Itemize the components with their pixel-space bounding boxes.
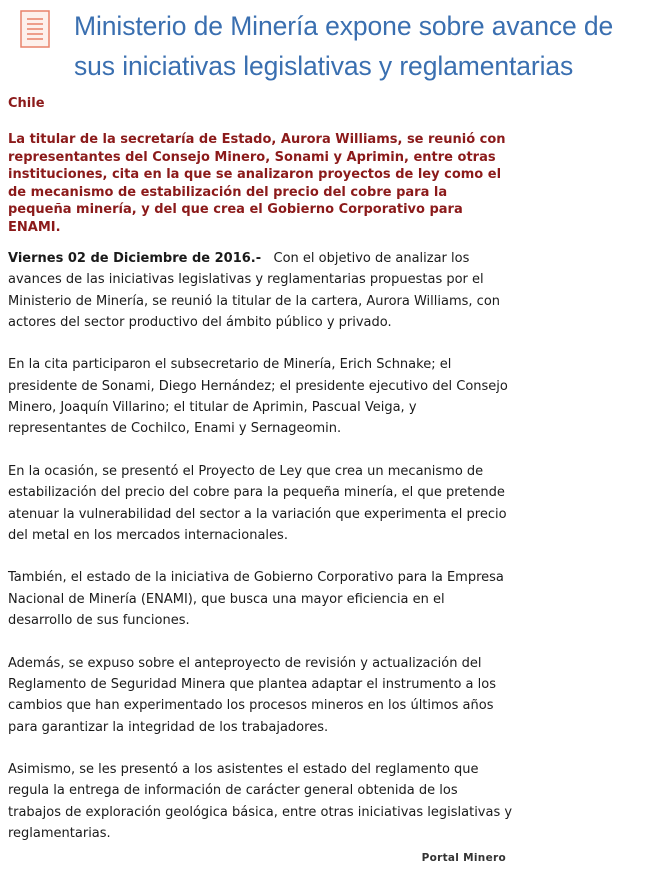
- paragraph-3: En la ocasión, se presentó el Proyecto de Ley que crea un mecanismo de estabilización del precio del cobre para la pequeña minería, el que pretende atenuar la vulnerabilidad del sector a la variación que experimenta el precio del metal en los mercados internacionales.: [8, 463, 507, 543]
- region-label: Chile: [8, 96, 45, 111]
- dateline: Viernes 02 de Diciembre de 2016.-: [8, 251, 262, 266]
- source-credit: Portal Minero: [421, 852, 506, 864]
- article-body: [8, 248, 513, 866]
- paragraph-6: Asimismo, se les presentó a los asistentes el estado del reglamento que regula la entrega de información de carácter general obtenida de los trabajos de exploración geológica básica, entre otras iniciativas legislativas y reglamentarias.: [8, 762, 513, 842]
- article-title: Ministerio de Minería expone sobre avance de sus iniciativas legislativas y reglamentarias: [74, 11, 614, 81]
- paragraph-1: [8, 248, 513, 333]
- article-header: [0, 0, 648, 92]
- paragraph-1-text: Con el objetivo de analizar los avances de las iniciativas legislativas y reglamentarias propuestas por el Ministerio de Minería, se reunió la titular de la cartera, Aurora Williams, con actores del sector productivo del ámbito público y privado.: [8, 251, 501, 330]
- paragraph-5: Además, se expuso sobre el anteproyecto de revisión y actualización del Reglamento de Seguridad Minera que plantea adaptar el instrumento a los cambios que han experimentado los procesos mineros en los últimos años para garantizar la integridad de los trabajadores.: [8, 655, 496, 735]
- paragraph-2: En la cita participaron el subsecretario de Minería, Erich Schnake; el presidente de Sonami, Diego Hernández; el presidente ejecutivo del Consejo Minero, Joaquín Villarino; el titular de Aprimin, Pascual Veiga, y representantes de Cochilco, Enami y Sernageomin.: [8, 357, 508, 437]
- article-lead: La titular de la secretaría de Estado, Aurora Williams, se reunió con representantes del Consejo Minero, Sonami y Aprimin, entre otras instituciones, cita en la que se analizaron proyectos de ley como el de mecanismo de estabilización del precio del cobre para la pequeña minería, y del que crea el Gobierno Corporativo para ENAMI.: [8, 132, 506, 235]
- document-icon: [20, 10, 50, 48]
- paragraph-4: También, el estado de la iniciativa de Gobierno Corporativo para la Empresa Nacional de Minería (ENAMI), que busca una mayor eficiencia en el desarrollo de sus funciones.: [8, 570, 504, 629]
